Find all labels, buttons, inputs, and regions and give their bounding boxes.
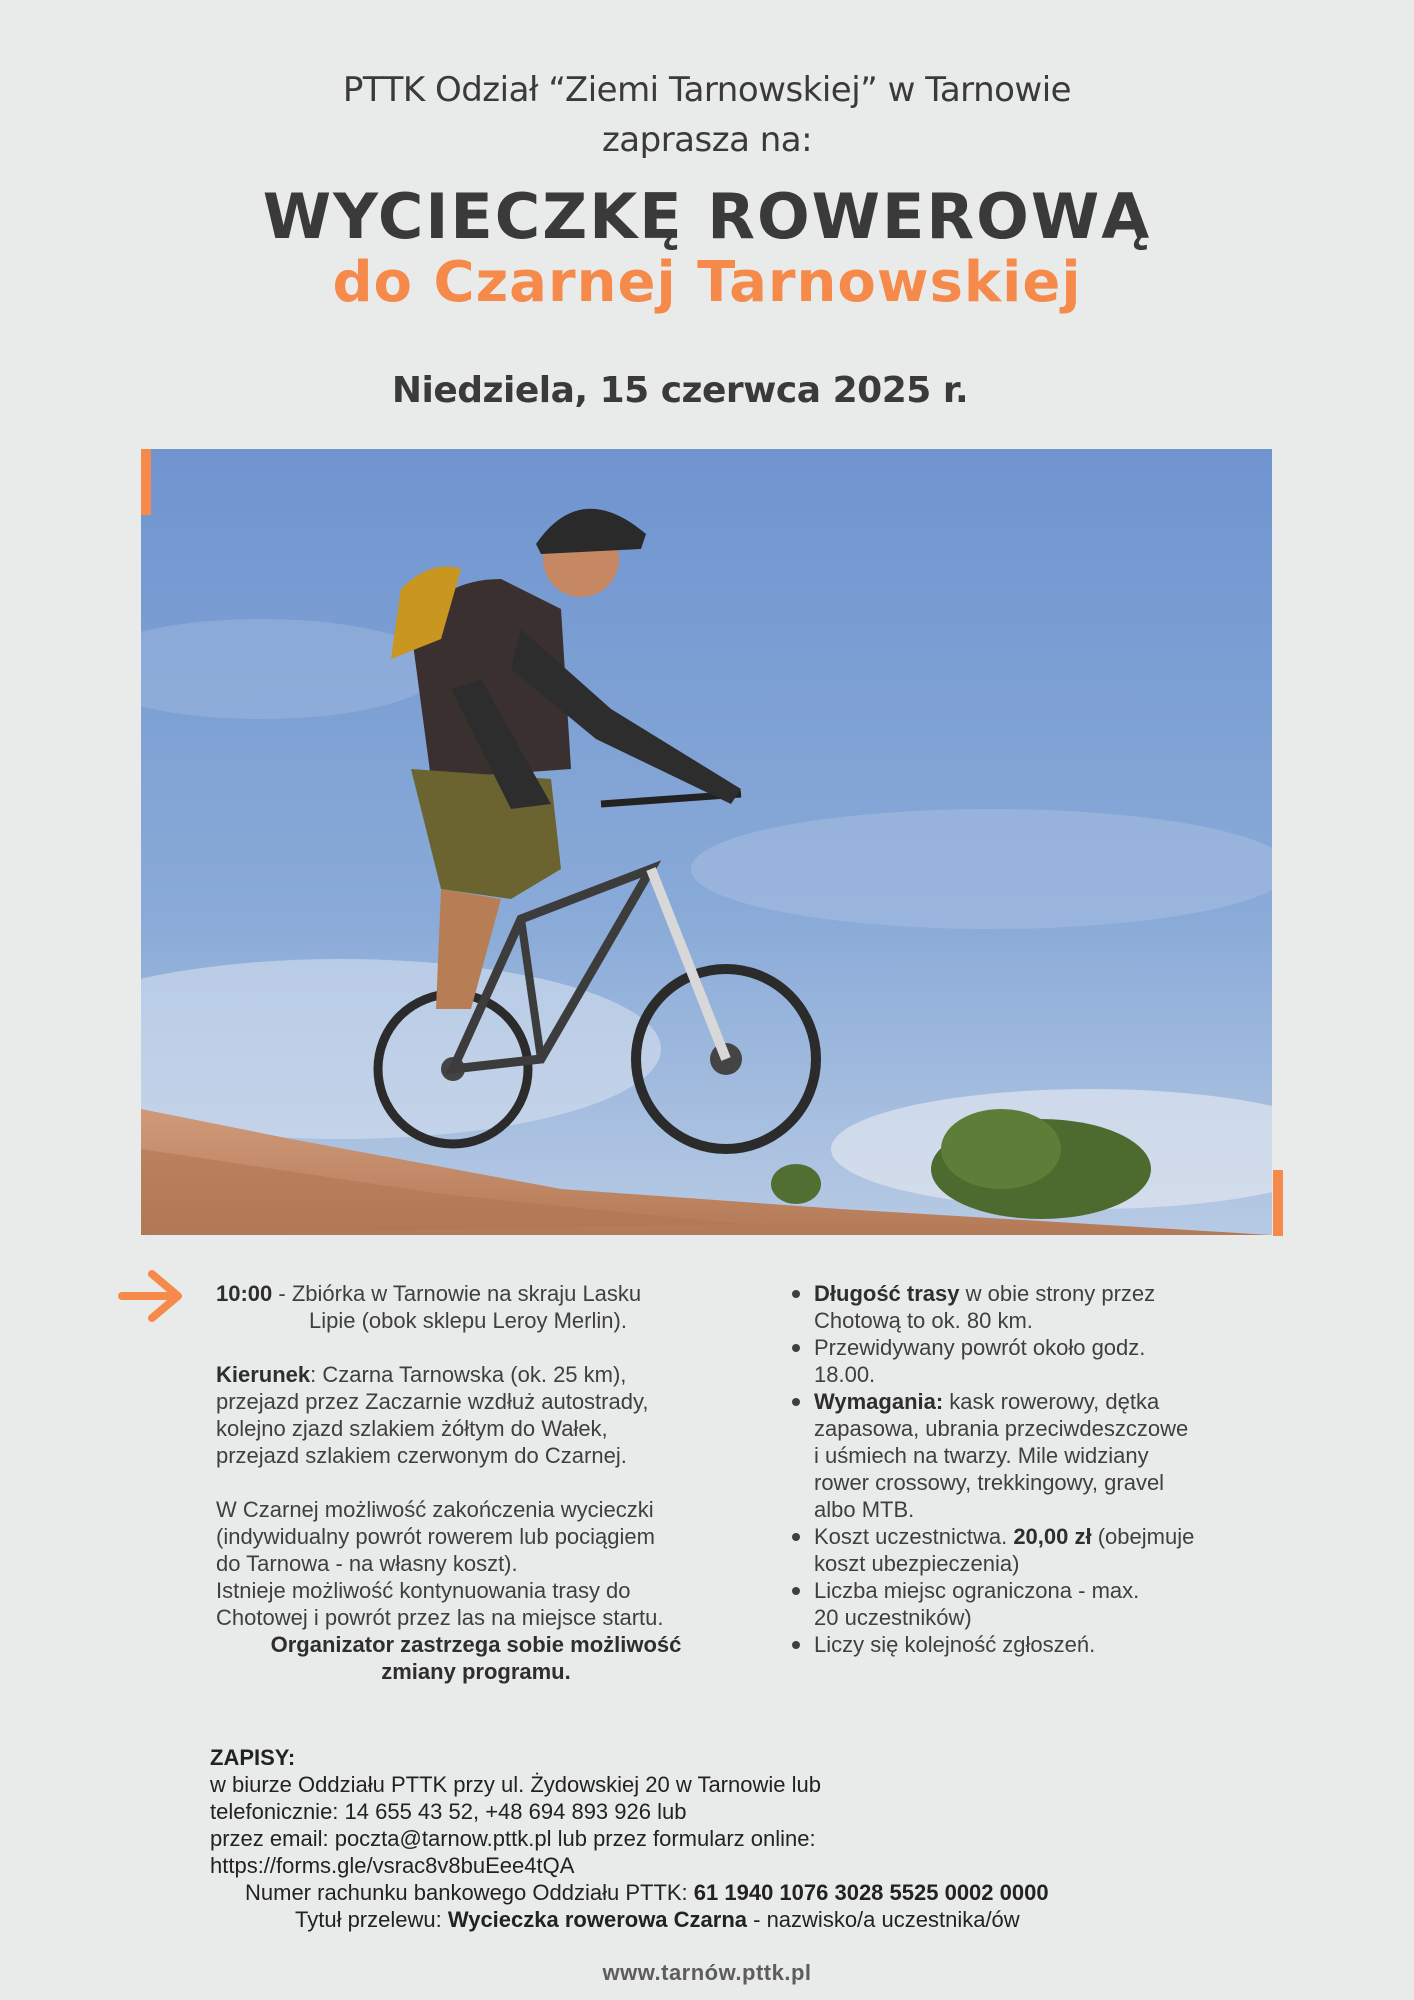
list-item: Liczy się kolejność zgłoszeń. xyxy=(790,1631,1290,1658)
list-item: Wymagania: kask rowerowy, dętka zapasowa, ubrania przeciwdeszczowe i uśmiech na twarzy. Mile widziany rower crossowy, trekkingowy, gravel albo MTB. xyxy=(790,1388,1290,1523)
organizer-note: Organizator zastrzega sobie możliwość xyxy=(270,1632,682,1657)
organizer-note: zmiany programu. xyxy=(381,1659,571,1684)
meeting-line: 10:00 - Zbiórka w Tarnowie na skraju Lasku xyxy=(216,1281,642,1306)
invitation-line: zaprasza na: xyxy=(601,120,813,160)
accent-bar-top xyxy=(141,449,151,515)
transfer-title: Tytuł przelewu: Wycieczka rowerowa Czarna - nazwisko/a uczestnika/ów xyxy=(295,1907,1020,1932)
arrow-right-icon xyxy=(118,1268,184,1324)
option-line: W Czarnej możliwość zakończenia wycieczki xyxy=(216,1497,654,1522)
cost-value: 20,00 zł xyxy=(1013,1524,1092,1549)
event-date: Niedziela, 15 czerwca 2025 r. xyxy=(391,370,969,411)
option-line: Chotowej i powrót przez las na miejsce startu. xyxy=(216,1605,664,1630)
signup-phone: telefonicznie: 14 655 43 52, +48 694 893 926 lub xyxy=(210,1799,687,1824)
accent-bar-bottom xyxy=(1273,1170,1283,1236)
option-line: (indywidualny powrót rowerem lub pociągiem xyxy=(216,1524,655,1549)
meeting-time: 10:00 xyxy=(216,1281,273,1306)
bank-account: Numer rachunku bankowego Oddziału PTTK: 61 1940 1076 3028 5525 0002 0000 xyxy=(245,1880,1049,1905)
organizer-line: PTTK Odział “Ziemi Tarnowskiej” w Tarnowie xyxy=(342,70,1072,110)
website-link[interactable]: www.tarnów.pttk.pl xyxy=(602,1960,812,1985)
signup-section xyxy=(210,1744,1210,1933)
signup-title: ZAPISY: xyxy=(210,1745,296,1770)
signup-email: przez email: poczta@tarnow.pttk.pl lub przez formularz online: xyxy=(210,1826,816,1851)
direction-line: Kierunek: Czarna Tarnowska (ok. 25 km), xyxy=(216,1362,627,1387)
direction-line: przejazd szlakiem czerwonym do Czarnej. xyxy=(216,1443,627,1468)
signup-line: w biurze Oddziału PTTK przy ul. Żydowskiej 20 w Tarnowie lub xyxy=(210,1772,821,1797)
option-line: Istnieje możliwość kontynuowania trasy do xyxy=(216,1578,631,1603)
list-item: Przewidywany powrót około godz. 18.00. xyxy=(790,1334,1290,1388)
event-destination: do Czarnej Tarnowskiej xyxy=(332,250,1082,315)
schedule-details xyxy=(216,1280,736,1685)
bank-number: 61 1940 1076 3028 5525 0002 0000 xyxy=(693,1880,1049,1905)
direction-line: kolejno zjazd szlakiem żółtym do Wałek, xyxy=(216,1416,608,1441)
trip-requirements xyxy=(790,1280,1290,1658)
list-item: Liczba miejsc ograniczona - max. 20 uczestników) xyxy=(790,1577,1290,1631)
cyclist-photo xyxy=(141,449,1272,1235)
event-title: WYCIECZKĘ ROWEROWĄ xyxy=(262,180,1152,253)
direction-label: Kierunek xyxy=(216,1362,311,1387)
list-item: Długość trasy w obie strony przez Chotową to ok. 80 km. xyxy=(790,1280,1290,1334)
direction-line: przejazd przez Zaczarnie wzdłuż autostrady, xyxy=(216,1389,649,1414)
list-item: Koszt uczestnictwa. 20,00 zł (obejmuje koszt ubezpieczenia) xyxy=(790,1523,1290,1577)
option-line: do Tarnowa - na własny koszt). xyxy=(216,1551,518,1576)
meeting-location: Lipie (obok sklepu Leroy Merlin). xyxy=(309,1308,627,1333)
signup-form-link[interactable]: https://forms.gle/vsrac8v8buEee4tQA xyxy=(210,1853,575,1878)
